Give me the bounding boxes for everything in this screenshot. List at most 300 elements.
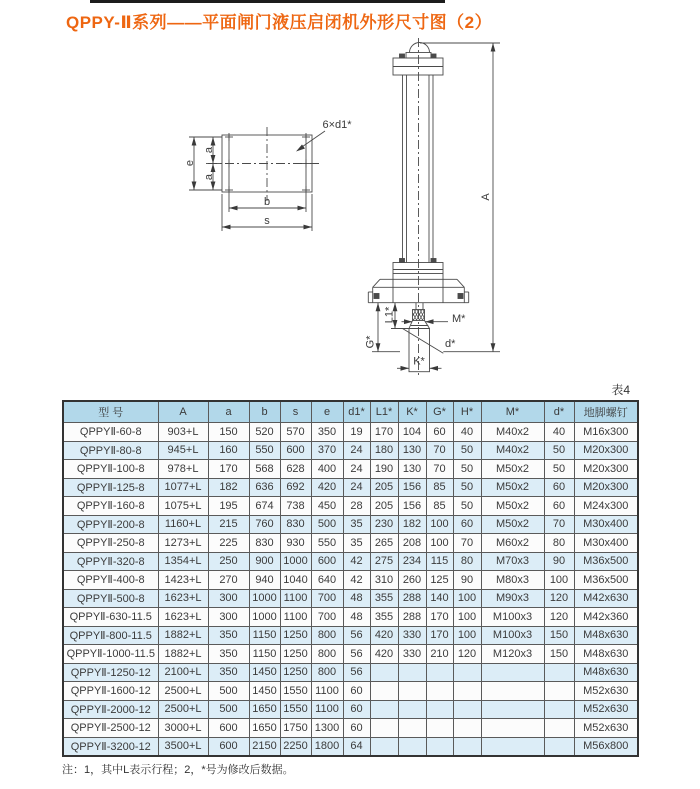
table-cell: QPPYⅡ-1600-12 — [63, 682, 158, 701]
table-cell: 120 — [453, 645, 481, 664]
column-header: b — [249, 401, 280, 423]
table-cell: 800 — [311, 626, 343, 645]
table-cell: 2100+L — [158, 663, 208, 682]
label-dim-d: d* — [445, 338, 456, 350]
table-cell: 1882+L — [158, 645, 208, 664]
table-cell: 60 — [343, 719, 370, 738]
table-cell: 288 — [398, 589, 426, 608]
table-cell: 104 — [398, 423, 426, 442]
table-cell: 1550 — [280, 700, 311, 719]
table-cell: 550 — [249, 441, 280, 460]
table-cell: 1077+L — [158, 478, 208, 497]
table-row — [63, 460, 638, 479]
table-cell: 800 — [311, 645, 343, 664]
page-title: QPPY-Ⅱ系列——平面闸门液压启闭机外形尺寸图（2） — [66, 13, 493, 32]
table-cell: M20x300 — [574, 460, 638, 479]
table-cell: QPPYⅡ-250-8 — [63, 534, 158, 553]
table-cell: 500 — [311, 515, 343, 534]
table-cell: QPPYⅡ-100-8 — [63, 460, 158, 479]
table-row — [63, 515, 638, 534]
table-cell: 35 — [343, 515, 370, 534]
table-cell: 3000+L — [158, 719, 208, 738]
table-cell: 28 — [343, 497, 370, 516]
label-dim-e: e — [184, 159, 196, 167]
table-cell: 130 — [398, 460, 426, 479]
table-cell: 700 — [311, 589, 343, 608]
table-cell: 1300 — [311, 719, 343, 738]
dimension-table — [62, 400, 639, 757]
table-cell: 70 — [453, 534, 481, 553]
table-cell: M100x3 — [481, 608, 544, 627]
table-cell: 42 — [343, 571, 370, 590]
table-cell — [398, 682, 426, 701]
table-cell: 50 — [453, 497, 481, 516]
table-cell: 300 — [208, 589, 249, 608]
label-dim-L1: L1* — [383, 306, 396, 324]
table-cell: M70x3 — [481, 552, 544, 571]
table-cell: 1550 — [280, 682, 311, 701]
table-cell — [481, 700, 544, 719]
table-cell: 60 — [426, 423, 453, 442]
table-cell: 568 — [249, 460, 280, 479]
column-header: 地脚螺钉 — [574, 401, 638, 423]
table-cell: M42x360 — [574, 608, 638, 627]
table-cell: 60 — [453, 515, 481, 534]
table-cell: 156 — [398, 497, 426, 516]
table-cell: 400 — [311, 460, 343, 479]
table-cell: QPPYⅡ-320-8 — [63, 552, 158, 571]
table-cell: M80x3 — [481, 571, 544, 590]
table-cell: 80 — [453, 552, 481, 571]
column-header: K* — [398, 401, 426, 423]
footnote: 注：1，其中L表示行程；2，*号为修改后数据。 — [62, 764, 294, 776]
table-cell: 100 — [426, 534, 453, 553]
table-cell: 100 — [453, 608, 481, 627]
table-cell: 1100 — [311, 700, 343, 719]
table-cell: 1882+L — [158, 626, 208, 645]
table-cell: 100 — [453, 589, 481, 608]
table-cell: 48 — [343, 589, 370, 608]
table-header — [63, 401, 638, 423]
table-cell: 195 — [208, 497, 249, 516]
table-cell — [544, 700, 574, 719]
table-cell: 180 — [370, 441, 398, 460]
table-cell: M56x800 — [574, 737, 638, 756]
table-cell: M40x2 — [481, 423, 544, 442]
table-row — [63, 441, 638, 460]
column-header: G* — [426, 401, 453, 423]
table-cell — [453, 719, 481, 738]
label-dim-b: b — [263, 196, 271, 208]
table-cell — [398, 719, 426, 738]
label-dim-M: M* — [452, 313, 466, 325]
table-cell: 100 — [426, 515, 453, 534]
table-cell: 230 — [370, 515, 398, 534]
table-cell: 1100 — [311, 682, 343, 701]
table-cell: M52x630 — [574, 719, 638, 738]
table-cell: 60 — [544, 478, 574, 497]
column-header: A — [158, 401, 208, 423]
table-cell: 636 — [249, 478, 280, 497]
table-cell — [544, 719, 574, 738]
table-cell: 156 — [398, 478, 426, 497]
table-cell: 210 — [426, 645, 453, 664]
table-cell: 1000 — [280, 552, 311, 571]
table-cell: 40 — [544, 423, 574, 442]
table-cell — [398, 663, 426, 682]
bottom-flange — [393, 263, 443, 274]
table-cell: 125 — [426, 571, 453, 590]
table-cell: 600 — [280, 441, 311, 460]
table-cell: 1750 — [280, 719, 311, 738]
table-cell: 56 — [343, 626, 370, 645]
table-cell: 150 — [544, 645, 574, 664]
table-row — [63, 552, 638, 571]
table-cell: QPPYⅡ-80-8 — [63, 441, 158, 460]
table-row — [63, 626, 638, 645]
table-cell: M36x500 — [574, 552, 638, 571]
table-cell: 1623+L — [158, 589, 208, 608]
table-cell: 35 — [343, 534, 370, 553]
table-cell: M48x630 — [574, 626, 638, 645]
table-cell: M20x300 — [574, 478, 638, 497]
table-cell: 500 — [208, 700, 249, 719]
table-number-tag: 表4 — [611, 383, 630, 397]
table-cell: 270 — [208, 571, 249, 590]
table-cell: M42x630 — [574, 589, 638, 608]
column-header: e — [311, 401, 343, 423]
table-cell: M50x2 — [481, 460, 544, 479]
table-cell: M120x3 — [481, 645, 544, 664]
table-cell: 350 — [311, 423, 343, 442]
table-cell: 60 — [343, 700, 370, 719]
table-cell: 234 — [398, 552, 426, 571]
table-cell: 1273+L — [158, 534, 208, 553]
table-cell — [370, 682, 398, 701]
table-cell: 3500+L — [158, 737, 208, 756]
table-cell: 100 — [453, 626, 481, 645]
table-cell — [481, 719, 544, 738]
table-cell: 50 — [453, 460, 481, 479]
table-cell: M52x630 — [574, 682, 638, 701]
table-cell: QPPYⅡ-630-11.5 — [63, 608, 158, 627]
table-cell — [544, 663, 574, 682]
column-header: L1* — [370, 401, 398, 423]
table-cell: M48x630 — [574, 645, 638, 664]
table-cell: 310 — [370, 571, 398, 590]
column-header: s — [280, 401, 311, 423]
table-cell: 350 — [208, 663, 249, 682]
label-dim-a-bottom: a — [203, 173, 215, 181]
table-row — [63, 608, 638, 627]
table-cell: 2500+L — [158, 682, 208, 701]
table-cell: 56 — [343, 663, 370, 682]
table-cell: 90 — [544, 552, 574, 571]
table-cell: 420 — [311, 478, 343, 497]
table-cell: 1650 — [249, 719, 280, 738]
table-cell: 640 — [311, 571, 343, 590]
table-cell: 40 — [453, 423, 481, 442]
table-cell: 288 — [398, 608, 426, 627]
table-cell: 130 — [398, 441, 426, 460]
table-cell — [453, 737, 481, 756]
label-dim-s: s — [264, 215, 270, 227]
table-cell: 260 — [398, 571, 426, 590]
label-dim-K: K* — [413, 355, 425, 368]
table-cell: 50 — [544, 460, 574, 479]
table-cell: M24x300 — [574, 497, 638, 516]
header-row — [63, 401, 638, 423]
table-cell: 978+L — [158, 460, 208, 479]
table-row — [63, 589, 638, 608]
table-cell: M40x2 — [481, 441, 544, 460]
table-cell: 225 — [208, 534, 249, 553]
table-cell: 674 — [249, 497, 280, 516]
table-cell: 903+L — [158, 423, 208, 442]
table-cell: 60 — [544, 497, 574, 516]
table-cell: 1075+L — [158, 497, 208, 516]
table-cell: M30x400 — [574, 534, 638, 553]
table-cell: QPPYⅡ-3200-12 — [63, 737, 158, 756]
table-cell: QPPYⅡ-2500-12 — [63, 719, 158, 738]
table-cell: 85 — [426, 478, 453, 497]
table-cell: QPPYⅡ-500-8 — [63, 589, 158, 608]
table-cell: 265 — [370, 534, 398, 553]
table-cell: 1100 — [280, 589, 311, 608]
table-cell: 120 — [544, 608, 574, 627]
table-cell: 1450 — [249, 682, 280, 701]
cylinder-view — [368, 38, 500, 376]
table-cell: 930 — [280, 534, 311, 553]
table-cell: 170 — [208, 460, 249, 479]
table-cell: 182 — [208, 478, 249, 497]
table-cell — [426, 737, 453, 756]
table-body — [63, 423, 638, 757]
table-cell: 520 — [249, 423, 280, 442]
table-cell: 330 — [398, 626, 426, 645]
column-header: H* — [453, 401, 481, 423]
table-cell: 355 — [370, 589, 398, 608]
table-cell: 1354+L — [158, 552, 208, 571]
table-cell: 450 — [311, 497, 343, 516]
table-row — [63, 700, 638, 719]
table-cell: M90x3 — [481, 589, 544, 608]
table-cell: 100 — [544, 571, 574, 590]
table-cell: 24 — [343, 478, 370, 497]
table-cell: 2250 — [280, 737, 311, 756]
column-header: d1* — [343, 401, 370, 423]
table-cell: 370 — [311, 441, 343, 460]
table-cell: M100x3 — [481, 626, 544, 645]
table-cell: 48 — [343, 608, 370, 627]
table-cell: QPPYⅡ-125-8 — [63, 478, 158, 497]
table-cell: 90 — [453, 571, 481, 590]
table-cell: M60x2 — [481, 534, 544, 553]
table-cell: 700 — [311, 608, 343, 627]
table-cell: 50 — [544, 441, 574, 460]
table-cell: 600 — [208, 719, 249, 738]
table-cell: 140 — [426, 589, 453, 608]
table-cell: 1160+L — [158, 515, 208, 534]
table-cell: M16x300 — [574, 423, 638, 442]
table-cell: 190 — [370, 460, 398, 479]
table-cell: 760 — [249, 515, 280, 534]
table-cell: 1000 — [249, 608, 280, 627]
table-row — [63, 571, 638, 590]
table-row — [63, 423, 638, 442]
table-cell: 1150 — [249, 645, 280, 664]
table-cell: 60 — [343, 682, 370, 701]
table-cell: 160 — [208, 441, 249, 460]
table-cell: M20x300 — [574, 441, 638, 460]
table-cell: 170 — [426, 608, 453, 627]
table-cell: 1800 — [311, 737, 343, 756]
table-cell: 70 — [544, 515, 574, 534]
table-row — [63, 497, 638, 516]
table-cell: QPPYⅡ-160-8 — [63, 497, 158, 516]
column-header: d* — [544, 401, 574, 423]
table-cell: 182 — [398, 515, 426, 534]
table-cell: 80 — [544, 534, 574, 553]
table-cell: M36x500 — [574, 571, 638, 590]
table-cell: 830 — [280, 515, 311, 534]
table-cell: 738 — [280, 497, 311, 516]
table-cell: 1000 — [249, 589, 280, 608]
table-cell: QPPYⅡ-400-8 — [63, 571, 158, 590]
table-cell — [398, 737, 426, 756]
table-cell: 70 — [426, 460, 453, 479]
table-cell — [481, 663, 544, 682]
column-header: 型 号 — [63, 401, 158, 423]
table-cell: 250 — [208, 552, 249, 571]
table-cell: 500 — [208, 682, 249, 701]
table-row — [63, 737, 638, 756]
thread-hatch — [407, 308, 429, 321]
table-cell: M30x400 — [574, 515, 638, 534]
table-cell: 275 — [370, 552, 398, 571]
table-cell — [370, 700, 398, 719]
table-cell: QPPYⅡ-2000-12 — [63, 700, 158, 719]
label-dim-A: A — [480, 193, 492, 201]
table-cell: 830 — [249, 534, 280, 553]
table-cell: 64 — [343, 737, 370, 756]
table-cell: 2500+L — [158, 700, 208, 719]
column-header: a — [208, 401, 249, 423]
table-cell: QPPYⅡ-1250-12 — [63, 663, 158, 682]
table-cell: 170 — [426, 626, 453, 645]
table-cell: 600 — [208, 737, 249, 756]
table-cell: QPPYⅡ-200-8 — [63, 515, 158, 534]
table-cell — [370, 737, 398, 756]
table-cell: M52x630 — [574, 700, 638, 719]
table-cell: 1250 — [280, 663, 311, 682]
table-cell: 350 — [208, 626, 249, 645]
table-cell: 208 — [398, 534, 426, 553]
table-cell: 19 — [343, 423, 370, 442]
table-cell: 1150 — [249, 626, 280, 645]
table-cell: 50 — [453, 478, 481, 497]
table-cell — [453, 682, 481, 701]
table-cell: 550 — [311, 534, 343, 553]
table-cell: 170 — [370, 423, 398, 442]
table-cell: 300 — [208, 608, 249, 627]
table-cell — [481, 682, 544, 701]
table-cell: 70 — [426, 441, 453, 460]
dome-cap — [410, 43, 430, 53]
table-cell: 800 — [311, 663, 343, 682]
table-row — [63, 719, 638, 738]
table-cell: 900 — [249, 552, 280, 571]
table-cell — [481, 737, 544, 756]
table-cell — [544, 737, 574, 756]
table-cell: M50x2 — [481, 478, 544, 497]
table-cell: 355 — [370, 608, 398, 627]
table-cell: 150 — [208, 423, 249, 442]
table-row — [63, 478, 638, 497]
table-cell: 150 — [544, 626, 574, 645]
table-cell — [370, 663, 398, 682]
table-cell: QPPYⅡ-1000-11.5 — [63, 645, 158, 664]
table-cell: 120 — [544, 589, 574, 608]
table-cell: 330 — [398, 645, 426, 664]
table-cell: 24 — [343, 460, 370, 479]
table-row — [63, 663, 638, 682]
table-row — [63, 534, 638, 553]
table-cell: 600 — [311, 552, 343, 571]
table-cell: 1250 — [280, 626, 311, 645]
table-cell: 50 — [453, 441, 481, 460]
table-cell: 692 — [280, 478, 311, 497]
table-cell: 1100 — [280, 608, 311, 627]
label-dim-a-top: a — [203, 146, 215, 154]
table-cell — [426, 663, 453, 682]
table-cell — [453, 663, 481, 682]
table-cell: M50x2 — [481, 497, 544, 516]
table-cell: 420 — [370, 626, 398, 645]
table-cell: 1623+L — [158, 608, 208, 627]
table-cell: 85 — [426, 497, 453, 516]
table-row — [63, 682, 638, 701]
table-cell: 1650 — [249, 700, 280, 719]
table-cell — [426, 682, 453, 701]
table-cell: 56 — [343, 645, 370, 664]
table-cell: M50x2 — [481, 515, 544, 534]
table-cell: 945+L — [158, 441, 208, 460]
table-cell: 350 — [208, 645, 249, 664]
table-cell — [426, 719, 453, 738]
table-cell: 940 — [249, 571, 280, 590]
table-cell: 2150 — [249, 737, 280, 756]
table-cell: 1040 — [280, 571, 311, 590]
label-dim-G: G* — [364, 335, 377, 349]
table-cell: 1250 — [280, 645, 311, 664]
table-cell: 215 — [208, 515, 249, 534]
label-holes: 6×d1* — [322, 119, 352, 131]
table-cell — [370, 719, 398, 738]
table-cell: M48x630 — [574, 663, 638, 682]
table-cell: 628 — [280, 460, 311, 479]
table-cell: 24 — [343, 441, 370, 460]
column-header: M* — [481, 401, 544, 423]
table-cell: 570 — [280, 423, 311, 442]
table-cell: 1450 — [249, 663, 280, 682]
table-cell — [453, 700, 481, 719]
table-cell — [398, 700, 426, 719]
table-cell: 115 — [426, 552, 453, 571]
table-cell: QPPYⅡ-60-8 — [63, 423, 158, 442]
table-cell: 205 — [370, 497, 398, 516]
table-cell: QPPYⅡ-800-11.5 — [63, 626, 158, 645]
